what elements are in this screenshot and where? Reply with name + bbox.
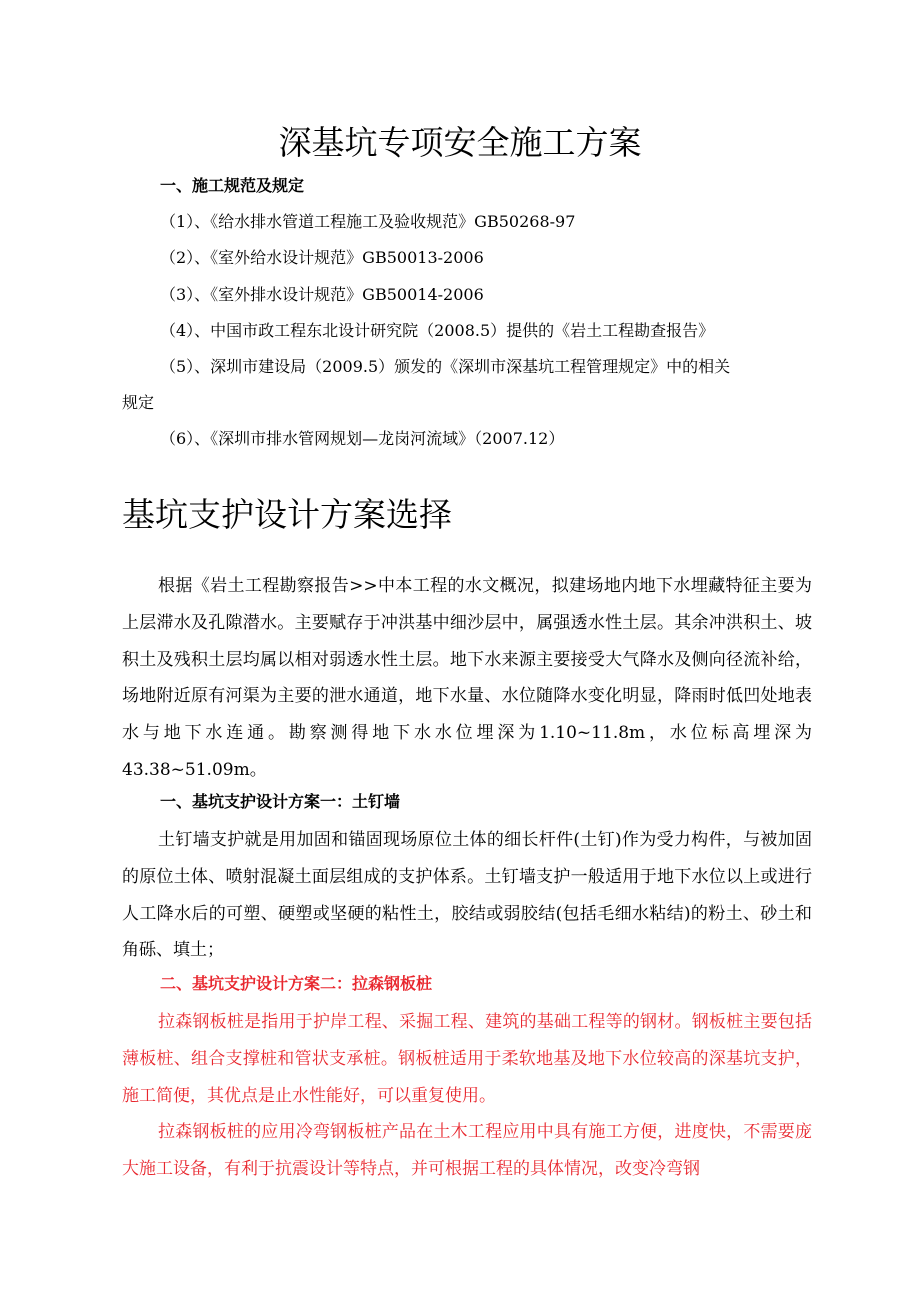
support-design-heading: 基坑支护设计方案选择 xyxy=(122,495,452,534)
document-title: 深基坑专项安全施工方案 xyxy=(278,123,642,162)
standard-item-3: （3）、《室外排水设计规范》GB50014-2006 xyxy=(160,285,484,304)
standard-item-5-continued: 规定 xyxy=(122,393,155,412)
plan-two-body-1: 拉森钢板桩是指用于护岸工程、采掘工程、建筑的基础工程等的钢材。钢板桩主要包括薄板桩、组合支撑桩和管状支承桩。钢板桩适用于柔软地基及地下水位较高的深基坑支护，施工简便，其优点是止水性能好，可以重复使用。 xyxy=(122,1012,812,1106)
standard-item-2: （2）、《室外给水设计规范》GB50013-2006 xyxy=(160,248,484,267)
standard-item-4: （4）、中国市政工程东北设计研究院（2008.5）提供的《岩土工程勘查报告》 xyxy=(160,321,715,340)
standard-item-1: （1）、《给水排水管道工程施工及验收规范》GB50268-97 xyxy=(160,212,576,231)
plan-two-body-2: 拉森钢板桩的应用冷弯钢板桩产品在土木工程应用中具有施工方便，进度快，不需要庞大施工设备，有利于抗震设计等特点，并可根据工程的具体情况，改变冷弯钢 xyxy=(122,1122,812,1179)
standard-item-6: （6）、《深圳市排水管网规划—龙岗河流域》（2007.12） xyxy=(160,429,565,448)
plan-one-body: 土钉墙支护就是用加固和锚固现场原位土体的细长杆件(土钉)作为受力构件，与被加固的原位土体、喷射混凝土面层组成的支护体系。土钉墙支护一般适用于地下水位以上或进行人工降水后的可塑、硬塑或坚硬的粘性土，胶结或弱胶结(包括毛细水粘结)的粉土、砂土和角砾、填土； xyxy=(122,830,812,961)
standard-item-5: （5）、深圳市建设局（2009.5）颁发的《深圳市深基坑工程管理规定》中的相关 xyxy=(160,357,731,376)
hydrology-paragraph: 根据《岩土工程勘察报告>>中本工程的水文概况，拟建场地内地下水埋藏特征主要为上层滞水及孔隙潜水。主要赋存于冲洪基中细沙层中，属强透水性土层。其余冲洪积土、坡积土及残积土层均属以相对弱透水性土层。地下水来源主要接受大气降水及侧向径流补给，场地附近原有河渠为主要的泄水通道，地下水量、水位随降水变化明显，降雨时低凹处地表水与地下水连通。勘察测得地下水水位埋深为1.10~11.8m，水位标高埋深为43.38~51.09m。 xyxy=(122,576,812,780)
plan-one-heading: 一、基坑支护设计方案一：土钉墙 xyxy=(160,792,401,811)
section-heading-standards: 一、施工规范及规定 xyxy=(160,176,305,195)
plan-two-heading: 二、基坑支护设计方案二：拉森钢板桩 xyxy=(160,974,433,993)
